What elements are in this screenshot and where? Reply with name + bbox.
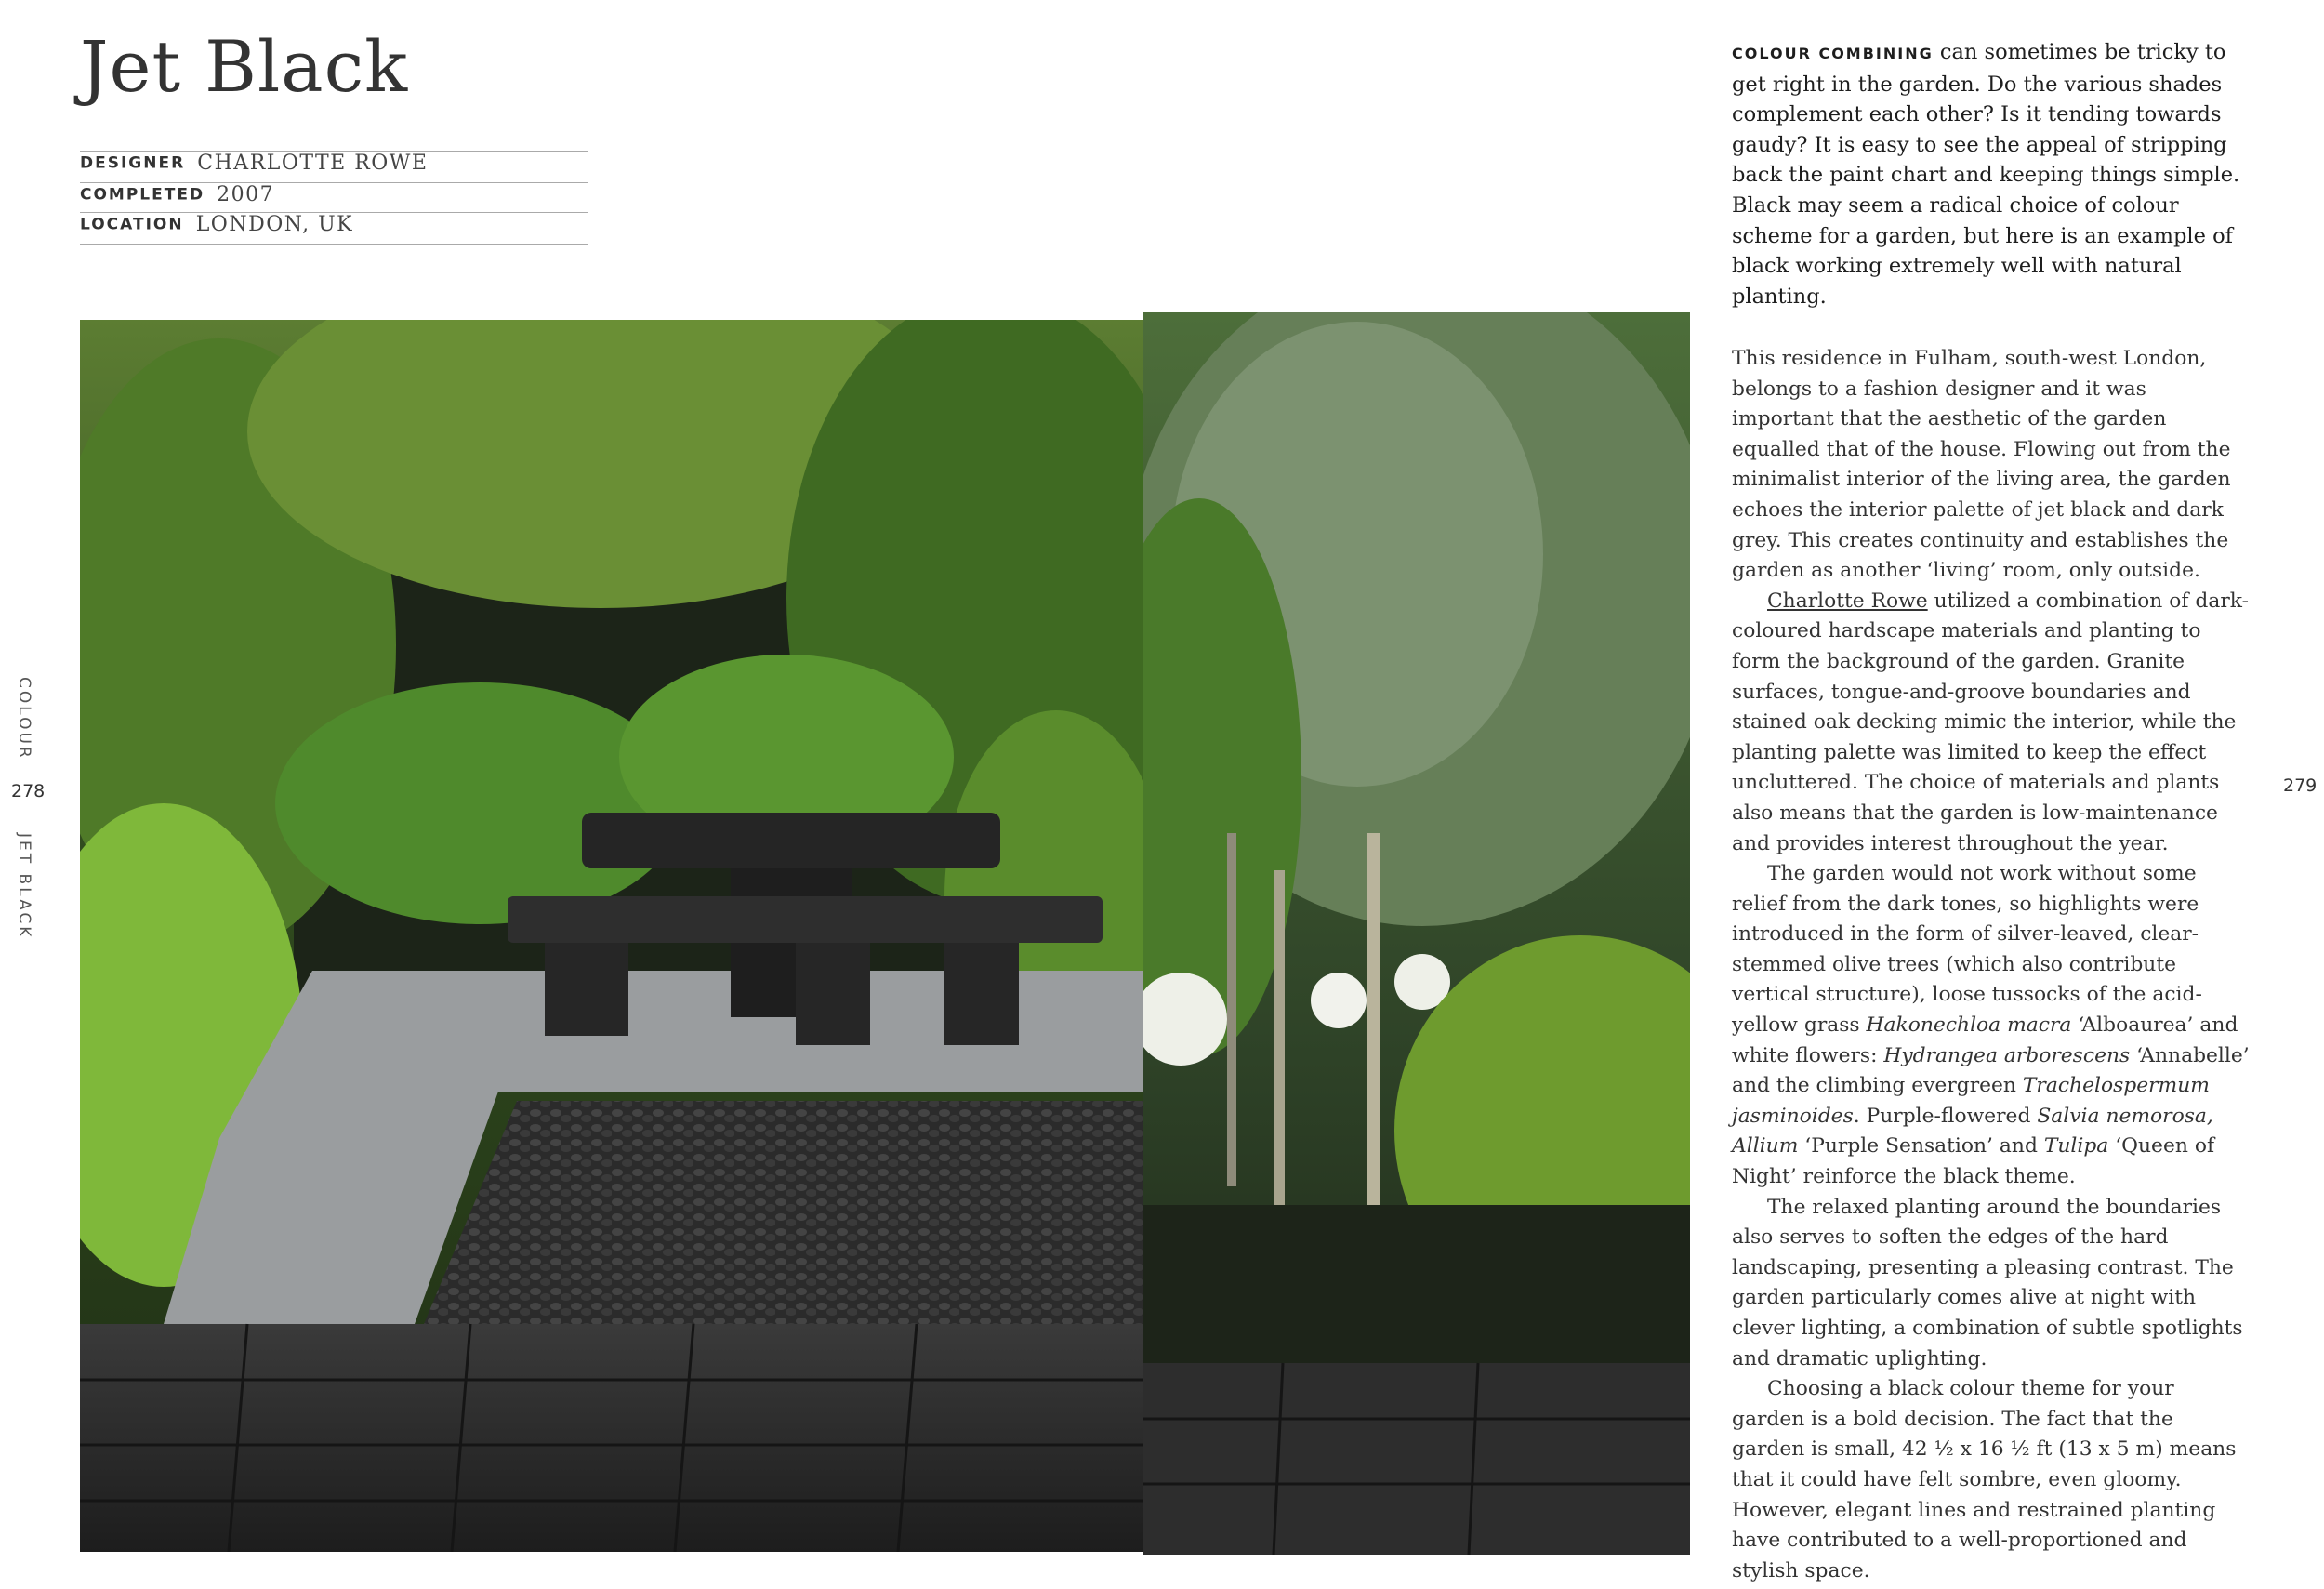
p3-species-4: Salvia nemorosa, Allium	[1732, 1104, 2213, 1159]
p3-text-b: ‘Alboaurea’ and white flowers:	[1732, 1013, 2238, 1067]
location-row	[80, 212, 588, 242]
p3-text-d: . Purple-flowered	[1853, 1104, 2038, 1128]
location-label: LOCATION	[80, 215, 184, 234]
page-number-left: 278	[11, 781, 46, 801]
body-paragraph-2-text: utilized a combination of dark-coloured hardscape materials and planting to form the background of the garden. Granite surfaces, tongue-and-groove boundaries and stained oak decking mimic the interior, while the planting palette was limited to keep the effect uncluttered. The choice of materials and plants also means that the garden is low-maintenance and provides interest throughout the year.	[1732, 589, 2249, 855]
p3-species-2: Hydrangea arborescens	[1883, 1043, 2131, 1067]
body-paragraph-2	[1732, 587, 2252, 859]
intro-lead: COLOUR COMBINING	[1732, 45, 1934, 62]
garden-photo-right	[1143, 312, 1690, 1555]
designer-row	[80, 151, 588, 180]
body-text	[1732, 344, 2252, 1586]
location-value: LONDON, UK	[195, 213, 354, 236]
body-paragraph-5: Choosing a black colour theme for your garden is a bold decision. The fact that the garden is small, 42 ½ x 16 ½ ft (13 x 5 m) means that it could have felt sombre, even gloomy. However, elegant lines and restrained planting have contributed to a well-proportioned and stylish space.	[1732, 1377, 2237, 1582]
p3-text-e: ‘Purple Sensation’ and	[1798, 1134, 2044, 1159]
running-head-chapter: JET BLACK	[15, 833, 33, 940]
running-head-section: COLOUR	[15, 677, 33, 761]
intro-text: can sometimes be tricky to get right in the garden. Do the various shades complement each other? Is it tending towards gaudy? It is easy to see the appeal of stripping back the paint chart and keeping things simple. Black may seem a radical choice of colour scheme for a garden, but here is an example of black working extremely well with natural planting.	[1732, 40, 2240, 309]
intro-paragraph	[1732, 37, 2252, 311]
completed-label: COMPLETED	[80, 185, 205, 205]
body-paragraph-4: The relaxed planting around the boundaries also serves to soften the edges of the hard landscaping, presenting a pleasing contrast. The garden particularly comes alive at night with clever lighting, a combination of subtle spotlights and dramatic uplighting.	[1732, 1195, 2243, 1371]
p3-species-3: Trachelospermum jasminoides	[1732, 1074, 2210, 1128]
p3-text-f: ‘Queen of Night’ reinforce the black theme.	[1732, 1134, 2215, 1189]
garden-photo-left	[80, 320, 1143, 1552]
p3-species-1: Hakonechloa macra	[1866, 1013, 2072, 1038]
body-paragraph-3	[1732, 859, 2252, 1193]
page-number-right: 279	[2283, 775, 2317, 796]
p3-species-5: Tulipa	[2043, 1134, 2109, 1159]
p3-text-a: The garden would not work without some relief from the dark tones, so highlights were introduced in the form of silver-leaved, clear-stemmed olive trees (which also contribute vertical structure), loose tussocks of the acid-yellow grass	[1732, 862, 2202, 1038]
article-title: Jet Black	[80, 25, 409, 108]
designer-label: DESIGNER	[80, 153, 186, 173]
designer-link[interactable]: Charlotte Rowe	[1767, 589, 1928, 613]
completed-row	[80, 182, 588, 212]
meta-divider	[80, 244, 588, 245]
completed-value: 2007	[217, 183, 275, 206]
p3-text-c: ‘Annabelle’ and the climbing evergreen	[1732, 1043, 2250, 1098]
designer-value: CHARLOTTE ROWE	[197, 152, 429, 175]
body-paragraph-1: This residence in Fulham, south-west London, belongs to a fashion designer and it was important that the aesthetic of the garden equalled that of the house. Flowing out from the minimalist interior of the living area, the garden echoes the interior palette of jet black and dark grey. This creates continuity and establishes the garden as another ‘living’ room, only outside.	[1732, 347, 2231, 583]
